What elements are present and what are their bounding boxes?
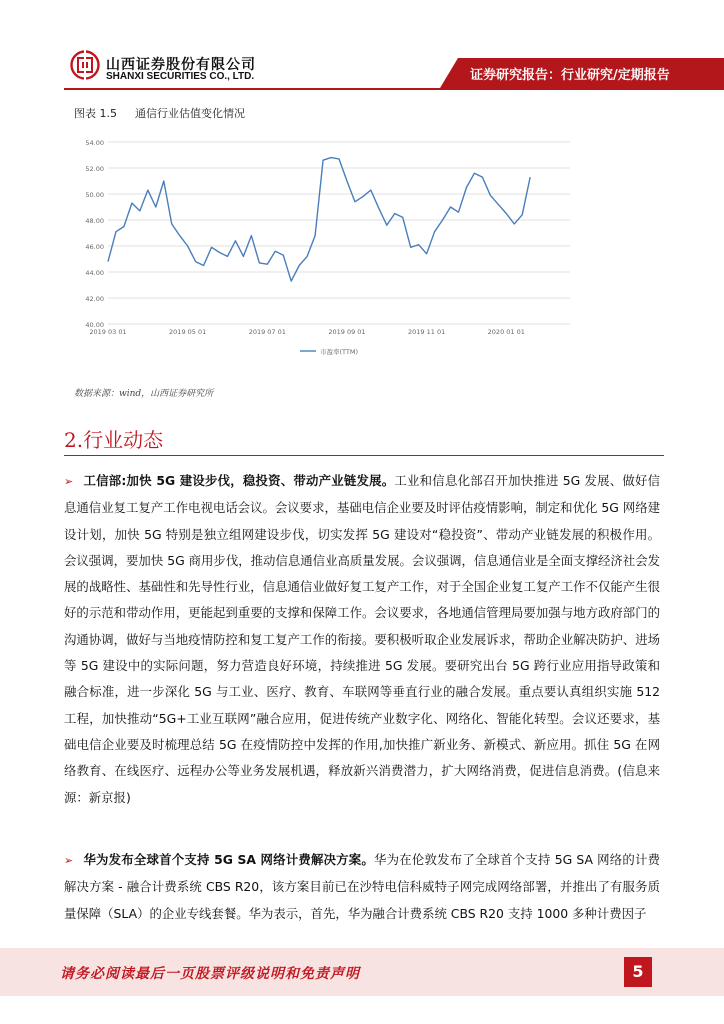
y-tick-label: 46.00 — [85, 243, 104, 251]
figure-caption — [74, 105, 245, 121]
y-tick-label: 54.00 — [85, 139, 104, 147]
y-tick-label: 48.00 — [85, 217, 104, 225]
page-header — [0, 0, 724, 100]
figure-source: 数据来源：wind，山西证券研究所 — [74, 389, 214, 399]
page-number: 5 — [624, 957, 652, 987]
news-paragraph-2 — [64, 847, 660, 931]
legend-label: 市盈率(TTM) — [320, 348, 359, 356]
disclaimer-notice: 请务必阅读最后一页股票评级说明和免责声明 — [60, 966, 360, 982]
company-name-en: SHANXI SECURITIES CO., LTD. — [106, 71, 255, 82]
x-tick-label: 2019 05 01 — [169, 328, 207, 336]
company-name-cn: 山西证券股份有限公司 — [106, 57, 256, 73]
x-tick-label: 2020 01 01 — [487, 328, 525, 336]
y-tick-label: 42.00 — [85, 295, 104, 303]
news-body-1: 工业和信息化部召开加快推进 5G 发展、做好信息通信业复工复产工作电视电话会议。会议要求，基础电信企业要及时评估疫情影响，制定和优化 5G 网络建设计划，加快 5G 特别是独立组网建设步伐，切实发挥 5G 建设对“稳投资”、带动产业链发展的积极作用。会议强调，要加快 5G 商用步伐，推动信息通信业高质量发展。会议强调，信息通信业是全面支撑经济社会发展的战略性、基础性和先导性行业，信息通信业做好复工复产工作，对于全国企业复工复产工作不仅能产生很好的示范和带动作用，更能起到重要的支撑和保障工作。会议要求，各地通信管理局要加强与地方政府部门的沟通协调，做好与当地疫情防控和复工复产工作的衔接。要积极听取企业发展诉求，帮助企业解决防护、进场等 5G 建设中的实际问题，努力营造良好环境，持续推进 5G 发展。要研究出台 5G 跨行业应用指导政策和融合标准，进一步深化 5G 与工业、医疗、教育、车联网等垂直行业的融合发展。重点要认真组织实施 512 工程，加快推动“5G+工业互联网”融合应用，促进传统产业数字化、网络化、智能化转型。会议还要求，基础电信企业要及时梳理总结 5G 在疫情防控中发挥的作用,加快推广新业务、新模式、新应用。抓住 5G 在网络教育、在线医疗、远程办公等业务发展机遇，释放新兴消费潜力，扩大网络消费，促进信息消费。(信息来源：新京报) — [64, 473, 660, 805]
header-divider — [64, 88, 724, 90]
news-paragraph-1 — [64, 468, 660, 840]
figure-title: 通信行业估值变化情况 — [135, 107, 245, 120]
x-tick-label: 2019 07 01 — [248, 328, 286, 336]
x-tick-label: 2019 03 01 — [89, 328, 127, 336]
figure-number: 图表 1.5 — [74, 107, 117, 120]
y-tick-label: 40.00 — [85, 321, 104, 329]
news-headline-2: 华为发布全球首个支持 5G SA 网络计费解决方案。 — [83, 852, 375, 867]
bullet-arrow-icon: ➢ — [64, 854, 74, 867]
section-divider — [64, 455, 664, 456]
series-line — [108, 158, 530, 282]
y-tick-label: 50.00 — [85, 191, 104, 199]
news-headline-1: 工信部:加快 5G 建设步伐，稳投资、带动产业链发展。 — [83, 473, 395, 488]
pe-line-chart — [60, 130, 620, 380]
section-title: 2.行业动态 — [64, 428, 164, 452]
news-body-2: 华为在伦敦发布了全球首个支持 5G SA 网络的计费解决方案 - 融合计费系统 CBS R20，该方案目前已在沙特电信科威特子网完成网络部署，并推出了有服务质量保障（SLA）的企业专线套餐。华为表示，首先，华为融合计费系统 CBS R20 支持 1000 多种计费因子 — [64, 852, 661, 921]
report-type-label: 证券研究报告：行业研究/定期报告 — [470, 68, 670, 83]
bullet-arrow-icon: ➢ — [64, 475, 74, 488]
x-tick-label: 2019 11 01 — [408, 328, 446, 336]
sxsec-logo-icon — [70, 50, 100, 80]
y-tick-label: 44.00 — [85, 269, 104, 277]
y-tick-label: 52.00 — [85, 165, 104, 173]
x-tick-label: 2019 09 01 — [328, 328, 366, 336]
